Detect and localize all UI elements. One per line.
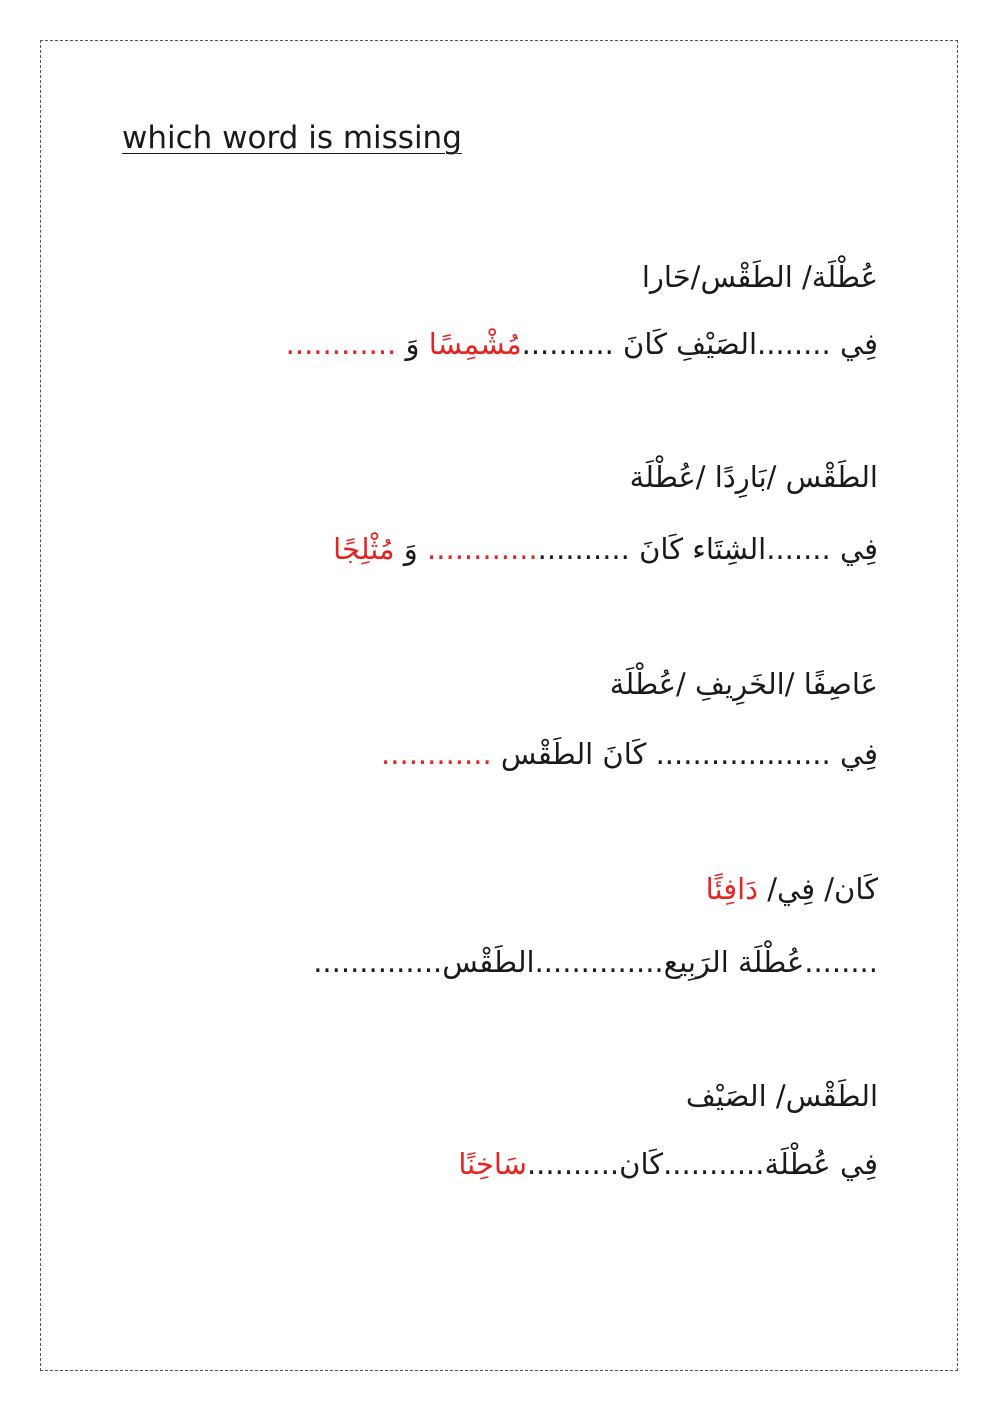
word-bank-1: عُطْلَة/ الطَقْس/حَارا [641,260,878,294]
word-bank-3: عَاصِفًا /الخَرِيفِ /عُطْلَة [609,667,878,701]
sentence-3 [381,737,878,771]
word-bank-4 [705,872,878,906]
worksheet-title: which word is missing [122,120,462,156]
sentence-2-red-word: مُثْلِجًا [333,532,395,566]
sentence-1-text: فِي ........الصَيْفِ كَانَ .......... [521,327,878,361]
sentence-3-text: فِي ................... كَانَ الطَقْس [491,737,878,771]
sentence-1 [285,327,878,361]
sentence-1-and: وَ [396,327,429,361]
sentence-1-red-word: مُشْمِسًا [428,327,522,361]
sentence-5-red-word: سَاخِنًا [458,1147,527,1181]
sentence-2 [333,532,878,566]
word-bank-5: الطَقْس/ الصَيْف [685,1079,878,1113]
word-bank-4-red-word: دَافِئًا [705,872,759,906]
sentence-2-blank: ............ [427,532,538,566]
sentence-5 [458,1147,878,1181]
sentence-4: ........عُطْلَة الرَبِيع..............الطَقْس.............. [313,945,878,979]
sentence-5-text: فِي عُطْلَة...........كَان.......... [526,1147,878,1181]
sentence-1-blank: ............ [285,327,397,361]
word-bank-4-text: كَان/ فِي/ [758,872,878,906]
sentence-3-blank: ............ [381,737,492,771]
word-bank-2: الطَقْس /بَارِدًا /عُطْلَة [629,460,878,494]
sentence-2-and: وَ [394,532,428,566]
sentence-2-text: فِي .......الشِتَاء كَانَ .......... [537,532,878,566]
